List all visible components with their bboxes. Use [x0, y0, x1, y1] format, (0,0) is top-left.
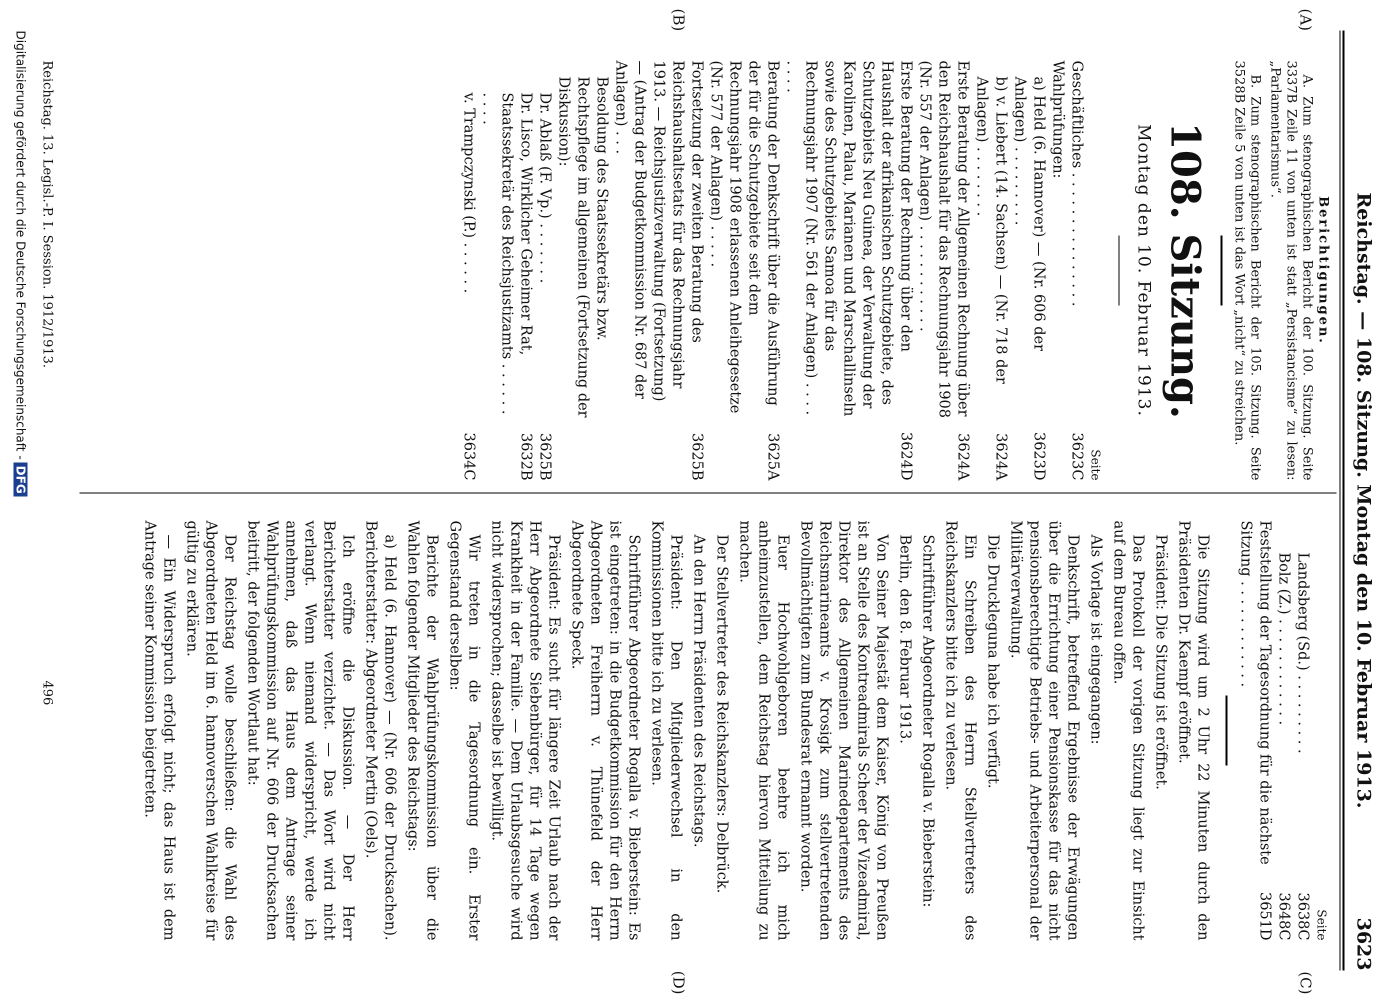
- divider: [1119, 236, 1120, 306]
- toc-entry: [1010, 61, 1048, 481]
- running-head: Reichstag. — 108. Sitzung. Montag den 10. Februar 1913.: [1352, 192, 1375, 809]
- paragraph: Berichte der Wahlprüfungskommission über die Wahlen folgender Mitglieder des Reichstags:: [404, 520, 440, 941]
- paragraph: Präsident: Den Mitgliederwechsel in den Kommissionen bitte ich zu verlesen.: [648, 520, 684, 941]
- toc-entry: [782, 61, 915, 481]
- paragraph: Denkschrift, betreffend Ergebnisse der Erwägungen über die Errichtung einer Pensionskasse für das nicht pensionsberechtigte Betriebs- und Arbeiterpersonal der Militärverwaltung.: [1007, 520, 1081, 941]
- toc-entry-page: 3632B: [517, 432, 534, 481]
- paragraph: Euer Hochwohlgeboren beehre ich mich anheimzustellen, dem Reichstag hiervon Mitteilung zu machen.: [736, 520, 791, 941]
- paragraph: Der Reichstag wolle beschließen: die Wahl des Abgeordneten Held im 6. hannoverschen Wahlkreise für gültig zu erklären.: [183, 520, 238, 941]
- toc-entry-text: Wahlprüfungen:: [1049, 60, 1066, 179]
- toc-entry: [915, 61, 972, 481]
- paragraph: Die Druckleguna habe ich verfügt.: [984, 534, 1001, 789]
- toc-entry-page: 3625B: [536, 432, 553, 481]
- paragraph: Präsident: Es sucht für längere Zeit Urlaub nach der Herr Abgeordnete Siebenbürger, für 14 Tage wegen Krankheit in der Familie. — Dem Urlaubsgesuche wird nicht widersprochen; dasselbe ist bewilligt.: [488, 520, 562, 941]
- footer-number: 496: [39, 680, 55, 706]
- seite-label: Seite: [1088, 449, 1103, 481]
- scanned-page: [0, 1, 1383, 1001]
- toc-entry-text: v. Trampczynski (P.) . . . . . .: [460, 92, 477, 294]
- toc-entry: [972, 61, 1010, 481]
- toc-entry-page: 3624A: [992, 433, 1009, 481]
- paragraph: Ein Schreiben des Herrn Stellvertreters des Reichskanzlers bitte ich zu verlesen.: [942, 520, 978, 941]
- paragraph: Der Stellvertreter des Reichskanzlers: Delbrück.: [713, 534, 730, 894]
- table-of-contents-continued: [1236, 521, 1312, 941]
- toc-entry: [1048, 61, 1067, 481]
- toc-entry-text: Beratung der Denkschrift über die Ausführung der für die Schutzgebiete seit dem Rechnungsjahr 1908 erlassenen Anleihegesetze (Nr. 577 der Anlagen) . . . . .: [707, 60, 781, 414]
- session-title: 108. Sitzung.: [1161, 122, 1209, 419]
- toc-entry: [706, 61, 782, 481]
- margin-marker-d: (D): [669, 970, 688, 995]
- header-rule-thin: [1340, 31, 1341, 971]
- paragraph: — Ein Widerspruch erfolgt nicht; das Haus ist dem Antrage seiner Kommission beigetreten.: [141, 520, 177, 941]
- paragraph: Ich eröffne die Diskussion. — Der Herr Berichterstatter verzichtet. — Das Wort wird nicht verlangt. Wenn niemand widerspricht, werde ich annehmen, daß das Haus dem Antrage seiner Wahlprüfungskommission auf Nr. 606 der Drucksachen beitritt, der folgenden Wortlaut hat:: [244, 520, 356, 941]
- session-date: Montag den 10. Februar 1913.: [1133, 124, 1154, 417]
- paragraph: Berlin, den 8. Februar 1913.: [896, 534, 913, 744]
- toc-entry: [611, 61, 706, 481]
- seite-label: Seite: [1314, 909, 1329, 941]
- toc-entry-page: 3625B: [688, 432, 705, 481]
- stamp-text: Digitalisierung gefördert durch die Deutsche Forschungsgemeinschaft -: [13, 30, 28, 460]
- paragraph: a) Held (6. Hannover) — (Nr. 606 der Drucksachen). Berichterstatter: Abgeordneter Mertin (Oels).: [362, 520, 398, 941]
- toc-entry-page: 3638C: [1294, 892, 1311, 941]
- toc-entry-text: Erste Beratung der Allgemeinen Rechnung über den Reichshaushalt für das Rechnungsjahr 1908 (Nr. 557 der Anlagen) . . . . . . . . . . . .: [916, 60, 971, 419]
- toc-entry: [535, 61, 554, 481]
- page-header: [1347, 31, 1375, 971]
- berichtigungen-title: Berichtigungen.: [1315, 196, 1331, 345]
- margin-marker-b: (B): [669, 8, 688, 32]
- paragraph: Präsident: Die Sitzung ist eröffnet.: [1152, 534, 1169, 790]
- toc-entry-text: Feststellung der Tagesordnung für die nächste Sitzung . . . . . . . . . . . .: [1237, 520, 1273, 865]
- toc-entry-text: Landsberg (Sd.) . . . . . . . . .: [1294, 552, 1311, 754]
- paragraph: Wir treten in die Tagesordnung ein. Erster Gegenstand derselben:: [446, 520, 482, 941]
- page-number: 3623: [1352, 917, 1375, 971]
- right-column: [136, 521, 1331, 941]
- toc-entry-text: Dr. Ablaß (F. Vp.) . . . . . . .: [536, 92, 553, 284]
- paragraph: Das Protokoll der vorigen Sitzung liegt zur Einsicht auf dem Bureau offen.: [1110, 520, 1146, 941]
- toc-entry: [554, 61, 611, 481]
- toc-entry: [459, 61, 478, 481]
- column-divider: [80, 493, 1337, 494]
- toc-entry-text: Dr. Lisco, Wirklicher Geheimer Rat, Staatssekretär des Reichsjustizamts . . . . . . . . . .: [479, 92, 534, 415]
- berichtigung-a: A. Zum stenographischen Bericht der 100. Sitzung. Seite 3337B Zeile 11 von unten ist statt „Persistancisme“ zu lesen: „Parlamentarismus“.: [1267, 60, 1315, 481]
- toc-entry-text: Besoldung des Staatssekretärs bzw. Rechtspflege im allgemeinen (Fortsetzung der Diskussion):: [555, 76, 610, 418]
- paragraph: Die Sitzung wird um 2 Uhr 22 Minuten durch den Präsidenten Dr. Kaempf eröffnet.: [1175, 520, 1211, 941]
- toc-entry-page: 3651D: [1256, 891, 1273, 941]
- divider: [1226, 696, 1228, 766]
- paragraph: Schriftführer Abgeordneter Rogalla v. Bieberstein: Es ist eingetreten: in die Budgetkommission für den Herrn Abgeordneten Freiherrn v. Thünefeld der Herr Abgeordnete Speck.: [568, 520, 642, 941]
- toc-entry-text: Bolz (Z.) . . . . . . . . . . . .: [1275, 552, 1292, 726]
- toc-entry: [1274, 521, 1293, 941]
- toc-entry-page: 3634C: [460, 432, 477, 481]
- digitization-stamp: [14, 31, 28, 497]
- toc-entry-page: 3625A: [764, 433, 781, 481]
- toc-entry-text: a) Held (6. Hannover) — (Nr. 606 der Anlagen) . . . . . . . . .: [1011, 76, 1047, 352]
- toc-entry-page: 3624A: [954, 433, 971, 481]
- paragraph: Schriftführer Abgeordneter Rogalla v. Bieberstein:: [919, 534, 936, 908]
- toc-entry-page: 3623C: [1068, 432, 1085, 481]
- footer-session: Reichstag. 13. Legisl.-P. I. Session. 1912/1913.: [39, 60, 55, 369]
- header-rule: [1343, 31, 1345, 971]
- toc-entry: [1293, 521, 1312, 941]
- paragraph: Von Seiner Majestät dem Kaiser, König von Preußen ist an Stelle des Kontreadmirals Scheer der Vizeadmiral, Direktor des Allgemeinen Marinedepartements des Reichsmarineamts v. Krosigk zum stellvertretenden Bevollmächtigten zum Bundesrat ernannt worden.: [797, 520, 890, 941]
- toc-entry-text: b) v. Liebert (14. Sachsen) — (Nr. 718 der Anlagen) . . . . . . . .: [973, 76, 1009, 384]
- toc-entry-text: Fortsetzung der zweiten Beratung des Reichshaushaltsetats für das Rechnungsjahr 1913. — Reichsjustizverwaltung (Fortsetzung) — (Antrag der Budgetkommission Nr. 687 der Anlagen) . . .: [612, 60, 705, 402]
- margin-marker-c: (C): [1296, 971, 1315, 995]
- paragraph: Als Vorlage ist eingegangen:: [1087, 534, 1104, 745]
- protocol-text: [140, 521, 1212, 941]
- berichtigung-b: B. Zum stenographischen Bericht der 105. Sitzung. Seite 3528B Zeile 5 von unten ist das Wort „nicht“ zu streichen.: [1231, 60, 1263, 481]
- toc-entry-page: 3648C: [1275, 892, 1292, 941]
- margin-marker-a: (A): [1296, 8, 1315, 32]
- paragraph: An den Herrn Präsidenten des Reichstags.: [690, 534, 707, 848]
- toc-entry-page: 3624D: [897, 431, 914, 481]
- left-column: [459, 61, 1331, 481]
- divider: [1221, 236, 1223, 306]
- table-of-contents: [459, 61, 1086, 481]
- toc-entry: [478, 61, 535, 481]
- toc-entry: [1236, 521, 1274, 941]
- toc-entry: [1067, 61, 1086, 481]
- toc-entry-page: 3623D: [1030, 431, 1047, 481]
- toc-entry-text: Geschäftliches . . . . . . . . . . . . . . .: [1068, 60, 1085, 307]
- toc-entry-text: Erste Beratung der Rechnung über den Haushalt der afrikanischen Schutzgebiete, des Schutzgebiets Neu Guinea, der Verwaltung der Karolinen, Palau, Marianen und Marschallinseln sowie des Schutzgebiets Samoa für das Rechnungsjahr 1907 (Nr. 561 der Anlagen) . . . . . . . .: [783, 60, 914, 417]
- dfg-logo: DFG: [14, 463, 28, 497]
